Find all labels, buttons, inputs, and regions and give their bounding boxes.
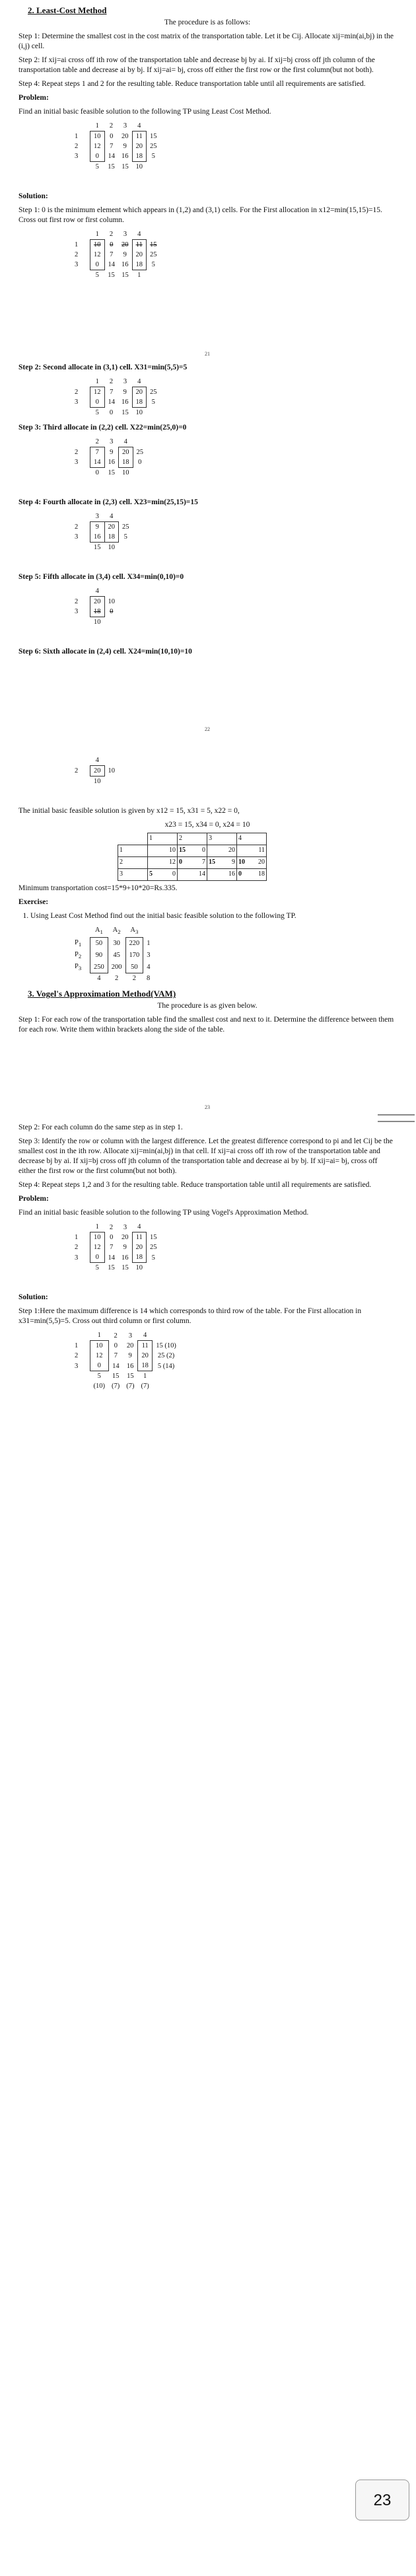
ibfs-line2: x23 = 15, x34 = 0, x24 = 10 [164,821,250,829]
lcm-step5-table: 4 2 20 10 3 18 0 10 [75,587,115,626]
vam-step2: Step 2: For each column do the same step as in step 1. [18,1123,183,1132]
lcm-step4-table: 3 4 2 9 20 25 3 16 18 5 15 10 [75,513,129,551]
scroll-tab-indicator[interactable] [378,1114,415,1122]
lcm-step2-table: 1 2 3 4 2 12 7 9 20 25 3 0 14 16 18 5 5 0 15 10 [75,378,157,416]
lcm-intro: The procedure is as follows: [164,19,251,26]
page-number-badge[interactable]: 23 [355,2480,409,2520]
vam-step1: Step 1: For each row of the transportation table find the smallest cost and next to it. Determine the difference between them for each row. Write them within brackets along the side of the table. [18,1016,394,1034]
vam-intro: The procedure is as given below. [157,1002,258,1010]
lcm-step6-table: 4 2 20 10 10 [75,757,115,785]
lcm-step1-table: 1 2 3 4 1 10 0 20 11 15 2 12 7 9 20 25 3 0 14 16 18 5 5 15 15 1 [75,231,157,279]
page-number: 23 [205,1104,210,1111]
lcm-step4: Step 4: Repeat steps 1 and 2 for the resulting table. Reduce transportation table until all requirements are satisfied. [18,80,366,88]
lcm-problem-table: 1 2 3 4 1 10 0 20 11 15 2 12 7 9 20 25 3 0 14 16 18 5 5 15 15 10 [75,122,157,170]
lcm-step4-alloc: Step 4: Fourth allocate in (2,3) cell. X23=min(25,15)=15 [18,498,198,506]
exercise-list [30,911,396,921]
exercise-table: $A_1$ $A_2$ $A_3$ $P_1$ 50 30 220 1 $P_2$ 90 45 170 3 $P_3$ 250 200 50 4 4 2 2 8 [75,927,151,983]
lcm-problem-label: Problem: [18,94,49,102]
vam-heading: 3. Vogel's Approximation Method(VAM) [28,989,176,999]
minimum-cost: Minimum transportation cost=15*9+10*20=Rs.335. [18,884,178,892]
exercise-item: 1. Using Least Cost Method find out the initial basic feasible solution to the following TP. [30,911,396,921]
vam-solution-step1: Step 1:Here the maximum difference is 14 which corresponds to third row of the table. For the First allocation in x31=min(5,5)=5. Cross out third column or first column. [18,1307,362,1326]
exercise-label: Exercise: [18,898,49,906]
lcm-solution-label: Solution: [18,192,48,200]
lcm-step6: Step 6: Sixth allocate in (2,4) cell. X24=min(10,10)=10 [18,648,192,656]
lcm-solution-step1: Step 1: 0 is the minimum element which appears in (1,2) and (3,1) cells. For the First allocation in x12=min(15,15)=15. Cross out first row or first column. [18,206,382,224]
lcm-step3-table: 2 3 4 2 7 9 20 25 3 14 16 18 0 0 15 10 [75,438,143,476]
page-number: 22 [205,726,210,732]
lcm-step3: Step 3: Third allocate in (2,2) cell. X22=min(25,0)=0 [18,424,187,432]
lcm-problem: Find an initial basic feasible solution to the following TP using Least Cost Method. [18,108,271,116]
vam-step3: Step 3: Identify the row or column with the largest difference. Let the greatest difference correspond to pi and let Cij be the smallest cost in the ith row. Allocate xij=min(ai,bj) in that cell. If xij=ai cross off ith row of the transportation table and decrease bj by ai. If xij=bj cross off jth column of the transportation table and decrease ai by bj. If xij=ai= bj, cross off either the first row or the first column(but not both). [18,1137,393,1176]
lcm-step1: Step 1: Determine the smallest cost in the cost matrix of the transportation table. Let it be Cij. Allocate xij=min(ai,bj) in the (i,j) cell. [18,32,394,50]
vam-problem-table: 1 2 3 4 1 10 0 20 11 15 2 12 7 9 20 25 3 0 14 16 18 5 5 15 15 10 [75,1223,157,1272]
ibfs-intro: The initial basic feasible solution is given by x12 = 15, x31 = 5, x22 = 0, [18,807,240,815]
page-number: 21 [205,351,210,357]
lcm-step5: Step 5: Fifth allocate in (3,4) cell. X34=min(0,10)=0 [18,573,184,581]
lcm-step2: Step 2: Second allocate in (3,1) cell. X31=min(5,5)=5 [18,363,188,371]
document-page [18,5,396,1396]
vam-step4: Step 4: Repeat steps 1,2 and 3 for the resulting table. Reduce transportation table until all requirements are satisfied. [18,1181,372,1190]
vam-problem-label: Problem: [18,1195,49,1203]
least-cost-heading: 2. Least-Cost Method [28,5,107,15]
lcm-step2: Step 2: If xij=ai cross off ith row of the transportation table and decrease bj by ai. If xij=bj cross off jth column of the transportation table and decrease ai by bj. If xij=ai= bj, cross off either the first row or the first column(but not both). [18,56,375,74]
vam-solution-label: Solution: [18,1293,48,1302]
vam-step1-table: 1 2 3 4 1 10 0 20 11 15 (10) 2 12 7 9 20 25 (2) 3 0 14 16 18 5 (14) 5 15 15 1 (10) (7) (7) (7) [75,1332,176,1390]
vam-problem: Find an initial basic feasible solution to the following TP using Vogel's Approximation Method. [18,1209,309,1217]
lcm-allocation-grid: 1 2 3 4 1 10 15 0 20 11 2 12 0 7 15 9 10 20 3 5 0 14 16 0 18 [118,833,267,881]
